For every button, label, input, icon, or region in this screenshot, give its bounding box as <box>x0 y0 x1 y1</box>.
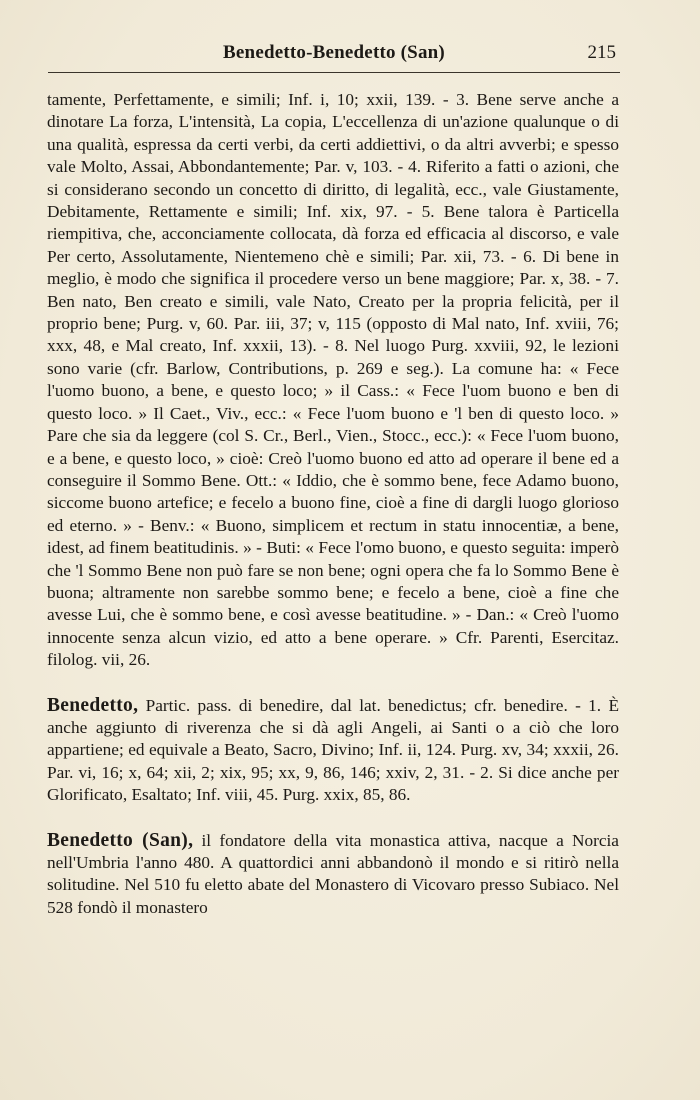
entry-benedetto <box>47 695 619 807</box>
entry-bene-continuation: tamente, Perfettamente, e simili; Inf. i, 10; xxii, 139. - 3. Bene serve anche a dinotare La forza, L'intensità, La copia, L'eccellenza di un'azione qualunque o di una qualità, espressa da certi verbi, da certi addiettivi, o da altri avverbi; e spesso vale Molto, Assai, Abbondantemente; Par. v, 103. - 4. Riferito a fatti o azioni, che si considerano secondo un concetto di diritto, di legalità, ecc., vale Giustamente, Debitamente, Rettamente e simili; Inf. xix, 97. - 5. Bene talora è Particella riempitiva, che, acconciamente collocata, dà forza ed efficacia al discorso, e vale Per certo, Assolutamente, Nientemeno chè e simili; Par. xii, 73. - 6. Di bene in meglio, è modo che significa il procedere verso un bene maggiore; Par. x, 38. - 7. Ben nato, Ben creato e simili, vale Nato, Creato per la propria felicità, per il proprio bene; Purg. v, 60. Par. iii, 37; v, 115 (opposto di Mal nato, Inf. xviii, 76; xxx, 48, e Mal creato, Inf. xxxii, 13). - 8. Nel luogo Purg. xxviii, 92, le lezioni sono varie (cfr. Barlow, Contributions, p. 269 e seg.). La comune ha: « Fece l'uomo buono, a bene, e questo loco; » il Cass.: « Fece l'uom buono e ben di questo loco. » Il Caet., Viv., ecc.: « Fece l'uom buono e 'l ben di questo loco. » Pare che sia da leggere (col S. Cr., Berl., Vien., Stocc., ecc.): « Fece l'uom buono, e a bene, e questo loco, » cioè: Creò l'uomo buono ed atto ad operare il bene ed a conseguire il Sommo Bene. Ott.: « Iddio, che è sommo bene, fece Adamo buono, siccome buono artefice; e fecelo a buono fine, cioè a fine di dargli luogo glorioso ed eterno. » - Benv.: « Buono, simplicem et rectum in statu innocentiæ, a bene, idest, ad finem beatitudinis. » - Buti: « Fece l'omo buono, e questo seguita: imperò che 'l Sommo Bene non può fare se non bene; ogni opera che fa lo Sommo Bene è buona; altramente non sarebbe sommo bene; e fecelo a bene, cioè a fine che avesse Lui, che è sommo bene, e così avesse beatitudine. » - Dan.: « Creò l'uomo innocente senza alcun vizio, ed atto a bene operare. » Cfr. Parenti, Esercitaz. filolog. vii, 26. <box>47 90 619 670</box>
body-text <box>47 89 619 919</box>
entry-headword: Benedetto, <box>47 694 139 716</box>
entry-text: Partic. pass. di benedire, dal lat. benedictus; cfr. benedire. - 1. È anche aggiunto di riverenza che si dà agli Angeli, ai Santi o a ciò che loro appartiene; ed equivale a Beato, Sacro, Divino; Inf. ii, 124. Purg. xv, 34; xxxii, 26. Par. vi, 16; x, 64; xii, 2; xix, 95; xx, 9, 86, 146; xxiv, 2, 31. - 2. Si dice anche per Glorificato, Esaltato; Inf. viii, 45. Purg. xxix, 85, 86. <box>47 695 619 805</box>
page-number: 215 <box>587 42 616 63</box>
running-head: Benedetto-Benedetto (San) <box>223 42 445 63</box>
entry-text: il fondatore della vita monastica attiva, nacque a Norcia nell'Umbria l'anno 480. A quattordici anni abbandonò il mondo e si ritirò nella solitudine. Nel 510 fu eletto abate del Monastero di Vicovaro presso Subiaco. Nel 528 fondò il monastero <box>47 830 619 917</box>
entry-headword: Benedetto (San), <box>47 829 194 851</box>
page-header <box>48 40 620 73</box>
entry-benedetto-san <box>47 830 619 920</box>
